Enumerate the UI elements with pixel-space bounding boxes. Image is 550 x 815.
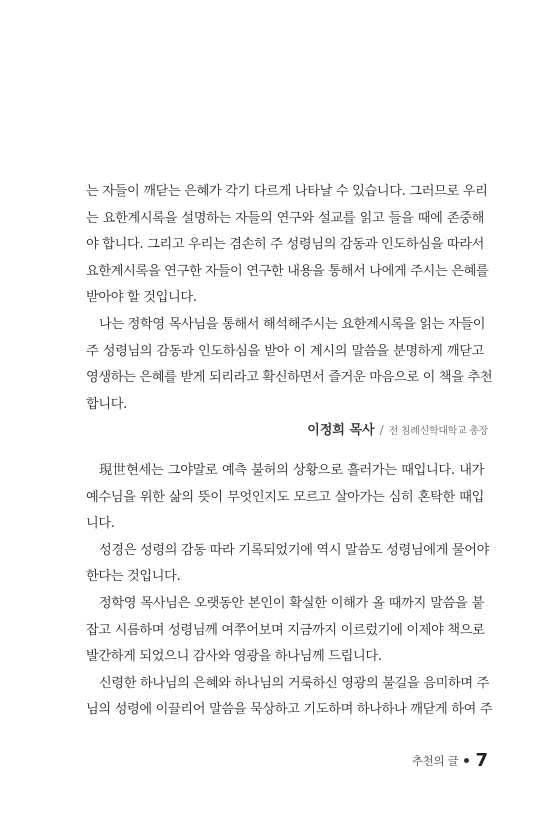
text-line: 정학영 목사님은 오랫동안 본인이 확실한 이해가 올 때까지 말씀을 붙 xyxy=(99,595,484,611)
signature-separator: / xyxy=(379,423,384,437)
text-line: 영생하는 은혜를 받게 되리라고 확신하면서 즐거운 마음으로 이 책을 추천 xyxy=(86,370,493,386)
bullet-dot-icon xyxy=(464,758,469,763)
text-line: 예수님을 위한 삶의 뜻이 무엇인지도 모르고 살아가는 심히 혼탁한 때입 xyxy=(86,489,484,505)
text-line: 는 요한계시록을 설명하는 자들의 연구와 설교를 읽고 들을 때에 존중해 xyxy=(86,210,484,226)
recommender-signature xyxy=(307,419,488,438)
page-footer xyxy=(412,750,488,771)
section-label: 추천의 글 xyxy=(411,753,459,768)
recommendation-text-block-2 xyxy=(86,458,493,724)
text-line: 발간하게 되었으니 감사와 영광을 하나님께 드립니다. xyxy=(86,649,382,665)
text-line: 야 합니다. 그리고 우리는 겸손히 주 성령님의 감동과 인도하심을 따라서 xyxy=(86,237,484,253)
text-line: 요한계시록을 연구한 자들이 연구한 내용을 통해서 나에게 주시는 은혜를 xyxy=(86,263,489,279)
text-line: 現世현세는 그야말로 예측 불허의 상황으로 흘러가는 때입니다. 내가 xyxy=(99,463,484,478)
text-line: 는 자들이 깨닫는 은혜가 각기 다르게 나타날 수 있습니다. 그러므로 우리 xyxy=(86,184,488,199)
text-line: 받아야 할 것입니다. xyxy=(86,290,197,306)
text-line: 나는 정학영 목사님을 통해서 해석해주시는 요한계시록을 읽는 자들이 xyxy=(99,316,486,332)
text-line: 잡고 시름하며 성령님께 여쭈어보며 지금까지 이르렀기에 이제야 책으로 xyxy=(86,622,485,638)
text-line: 성경은 성령의 감동 따라 기록되었기에 역시 말씀도 성령님에게 물어야 xyxy=(99,542,490,558)
text-line: 합니다. xyxy=(86,396,128,412)
text-line: 신령한 하나님의 은혜와 하나님의 거룩하신 영광의 불길을 음미하며 주 xyxy=(99,675,490,691)
recommender-name: 이정희 목사 xyxy=(307,423,375,438)
recommendation-text-block-1 xyxy=(86,179,493,418)
recommender-title: 전 침례신학대학교 총장 xyxy=(388,426,488,437)
text-line: 한다는 것입니다. xyxy=(86,569,181,585)
page-number: 7 xyxy=(475,750,488,771)
text-line: 주 성령님의 감동과 인도하심을 받아 이 계시의 말씀을 분명하게 깨닫고 xyxy=(86,343,484,359)
text-line: 님의 성령에 이끌리어 말씀을 묵상하고 기도하며 하나하나 깨닫게 하여 주 xyxy=(86,702,493,718)
text-line: 니다. xyxy=(86,516,115,532)
